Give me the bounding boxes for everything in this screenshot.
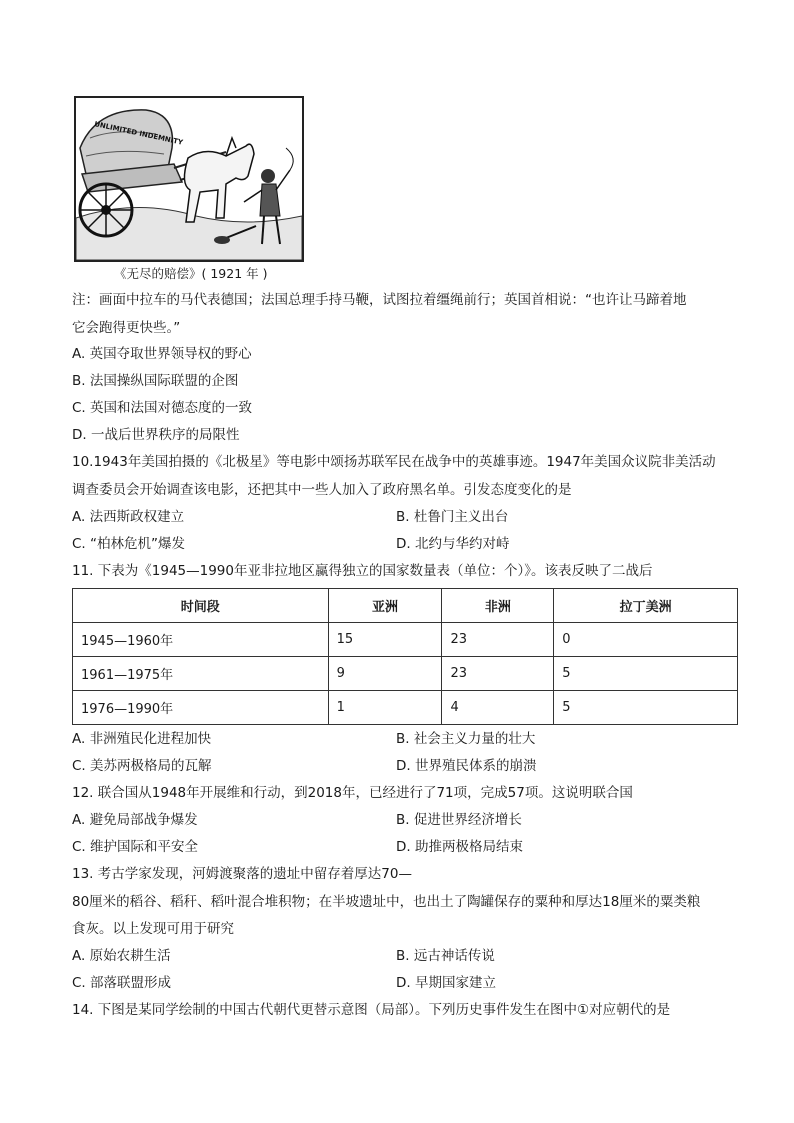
q9-option-c: C. 英国和法国对德态度的一致	[72, 400, 253, 416]
q9-note-line2: 它会跑得更快些。”	[72, 320, 181, 336]
table-header-cell: 非洲	[442, 589, 554, 623]
q9-option-a: A. 英国夺取世界领导权的野心	[72, 346, 252, 362]
q9-note-line1: 注：画面中拉车的马代表德国；法国总理手持马鞭，试图拉着缰绳前行；英国首相说：“也许让马蹄着地	[72, 292, 687, 308]
q13-option-d: D. 早期国家建立	[396, 975, 496, 991]
table-header-cell: 拉丁美洲	[554, 589, 738, 623]
table-cell: 23	[442, 657, 554, 691]
q13-stem-line3: 食灰。以上发现可用于研究	[72, 921, 234, 937]
table-cell: 1961—1975年	[73, 657, 329, 691]
q13-stem-line2: 80厘米的稻谷、稻秆、稻叶混合堆积物；在半坡遗址中，也出土了陶罐保存的粟种和厚达18厘米的粟类粮	[72, 894, 701, 910]
table-cell: 23	[442, 623, 554, 657]
table-cell: 1976—1990年	[73, 691, 329, 725]
q12-option-d: D. 助推两极格局结束	[396, 839, 523, 855]
table-cell: 1945—1960年	[73, 623, 329, 657]
q9-option-d: D. 一战后世界秩序的局限性	[72, 427, 240, 443]
table-header-cell: 亚洲	[328, 589, 442, 623]
table-cell: 0	[554, 623, 738, 657]
table-row	[73, 691, 738, 725]
q11-stem: 11. 下表为《1945—1990年亚非拉地区赢得独立的国家数量表（单位：个）》。该表反映了二战后	[72, 563, 653, 579]
table-cell: 15	[328, 623, 442, 657]
q10-option-b: B. 杜鲁门主义出台	[396, 509, 509, 525]
table-row	[73, 623, 738, 657]
table-cell: 5	[554, 691, 738, 725]
q13-option-c: C. 部落联盟形成	[72, 975, 172, 991]
q11-option-c: C. 美苏两极格局的瓦解	[72, 758, 212, 774]
q13-option-a: A. 原始农耕生活	[72, 948, 171, 964]
q10-option-a: A. 法西斯政权建立	[72, 509, 185, 525]
table-cell: 1	[328, 691, 442, 725]
table-header-cell: 时间段	[73, 589, 329, 623]
table-header-row	[73, 589, 738, 623]
table-cell: 5	[554, 657, 738, 691]
cartoon-figure	[74, 96, 304, 262]
q10-stem-line1: 10.1943年美国拍摄的《北极星》等电影中颂扬苏联军民在战争中的英雄事迹。1947年美国众议院非美活动	[72, 454, 716, 470]
q12-stem: 12. 联合国从1948年开展维和行动，到2018年，已经进行了71项，完成57项。这说明联合国	[72, 785, 633, 801]
table-cell: 4	[442, 691, 554, 725]
q10-stem-line2: 调查委员会开始调查该电影，还把其中一些人加入了政府黑名单。引发态度变化的是	[72, 482, 572, 498]
q12-option-c: C. 维护国际和平安全	[72, 839, 199, 855]
independence-table	[72, 588, 738, 725]
figure-caption: 《无尽的赔偿》( 1921 年 )	[114, 266, 268, 281]
q11-option-a: A. 非洲殖民化进程加快	[72, 731, 212, 747]
q14-stem: 14. 下图是某同学绘制的中国古代朝代更替示意图（局部）。下列历史事件发生在图中①对应朝代的是	[72, 1002, 671, 1018]
q13-stem-line1: 13. 考古学家发现，河姆渡聚落的遗址中留存着厚达70—	[72, 866, 412, 882]
q11-option-d: D. 世界殖民体系的崩溃	[396, 758, 537, 774]
q12-option-a: A. 避免局部战争爆发	[72, 812, 198, 828]
q9-option-b: B. 法国操纵国际联盟的企图	[72, 373, 239, 389]
q12-option-b: B. 促进世界经济增长	[396, 812, 522, 828]
q11-option-b: B. 社会主义力量的壮大	[396, 731, 536, 747]
q10-option-c: C. “柏林危机”爆发	[72, 536, 185, 552]
cart-load-label: UNLIMITED INDEMNITY	[93, 120, 184, 147]
cartoon-drawing	[76, 98, 302, 260]
q10-option-d: D. 北约与华约对峙	[396, 536, 510, 552]
q13-option-b: B. 远古神话传说	[396, 948, 495, 964]
table-cell: 9	[328, 657, 442, 691]
table-row	[73, 657, 738, 691]
